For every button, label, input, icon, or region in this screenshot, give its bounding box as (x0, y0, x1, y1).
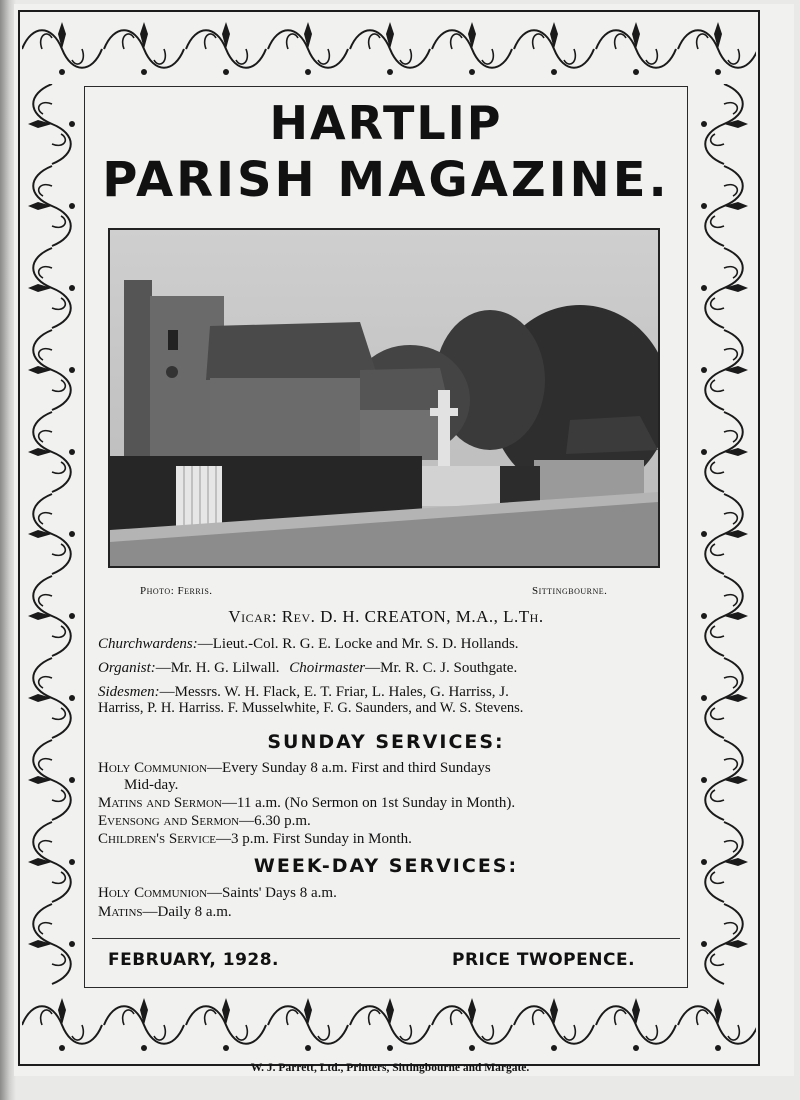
issue-price: PRICE TWOPENCE. (452, 950, 636, 970)
organist-label: Organist: (98, 660, 156, 676)
sidesmen-names-1: —Messrs. W. H. Flack, E. T. Friar, L. Hales, G. Harriss, J. (159, 684, 509, 700)
masthead-line-2: PARISH MAGAZINE. (102, 152, 670, 208)
divider-rule (92, 938, 680, 939)
sunday-service-1: Holy Communion—Every Sunday 8 a.m. First and third Sundays (98, 760, 491, 776)
sidesmen-label: Sidesmen: (98, 684, 160, 700)
vicar-line: Vicar: Rev. D. H. CREATON, M.A., L.Th. (228, 607, 544, 626)
church-photograph (108, 228, 660, 568)
weekday-service-2: Matins—Daily 8 a.m. (98, 904, 232, 920)
sunday-service-2: Matins and Sermon—11 a.m. (No Sermon on 1st Sunday in Month). (98, 795, 516, 811)
issue-date: FEBRUARY, 1928. (108, 950, 280, 970)
sunday-service-4: Children's Service—3 p.m. First Sunday in Month. (98, 831, 412, 847)
masthead-line-1: HARTLIP (269, 96, 503, 150)
choirmaster-name: —Mr. R. C. J. Southgate. (365, 660, 518, 676)
sunday-service-1-cont: Mid-day. (124, 777, 179, 793)
churchwardens-names: —Lieut.-Col. R. G. E. Locke and Mr. S. D. Hollands. (197, 636, 519, 652)
churchwardens-label: Churchwardens: (98, 636, 198, 652)
choirmaster-label: Choirmaster (289, 660, 366, 676)
organist-name: —Mr. H. G. Lilwall. (155, 660, 280, 676)
weekday-service-1: Holy Communion—Saints' Days 8 a.m. (98, 885, 337, 901)
organist-line (98, 660, 517, 677)
sidesmen-line-1 (98, 684, 509, 701)
sunday-services-heading: SUNDAY SERVICES: (267, 731, 505, 753)
photo-credit-photographer: Photo: Ferris. (140, 585, 213, 597)
photo-credit-location: Sittingbourne. (532, 585, 608, 597)
sidesmen-line-2: Harriss, P. H. Harriss. F. Musselwhite, F. G. Saunders, and W. S. Stevens. (98, 700, 524, 716)
weekday-services-heading: WEEK-DAY SERVICES: (253, 855, 519, 877)
churchwardens-line (98, 636, 519, 653)
sunday-service-3: Evensong and Sermon—6.30 p.m. (98, 813, 311, 829)
printer-imprint: W. J. Parrett, Ltd., Printers, Sittingbourne and Margate. (250, 1062, 530, 1074)
